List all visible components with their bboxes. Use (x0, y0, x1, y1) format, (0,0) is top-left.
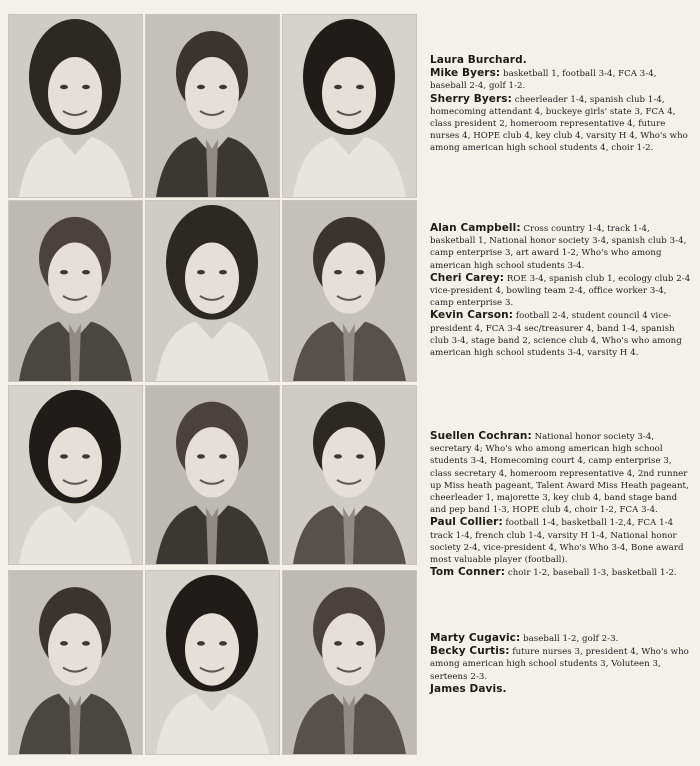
student-entry (430, 566, 692, 579)
student-entry (430, 516, 692, 566)
student-portrait (282, 14, 417, 198)
student-entry (430, 93, 692, 155)
student-entry (430, 67, 692, 92)
student-portrait (145, 200, 280, 382)
student-activities: choir 1-2, baseball 1-3, basketball 1-2. (507, 568, 677, 579)
student-name: Laura Burchard. (430, 54, 527, 66)
student-entry (430, 54, 692, 67)
student-activities: football 2-4, student council 4 vice-president 4, FCA 3-4 sec/treasurer 4, band 1-4, spanish club 3-4, stage band 2, science club 4, Who's who among american high school students 3-4, varsity H 4. (430, 311, 682, 359)
student-activities: cheerleader 1-4, spanish club 1-4, homecoming attendant 4, buckeye girls' state 3, FCA 4, class president 2, homeroom representative 4, future nurses 4, HOPE club 4, key club 4, varsity H 4, Who's who among american high school students 4, choir 1-2. (430, 94, 688, 154)
student-portrait (145, 570, 280, 755)
student-portrait (282, 570, 417, 755)
student-name: Sherry Byers: (430, 92, 512, 105)
student-entry (430, 430, 692, 516)
student-portrait (8, 14, 143, 198)
student-portrait (282, 385, 417, 565)
student-entry (430, 645, 692, 683)
student-activities: ROE 3-4, spanish club 1, ecology club 2-4 vice-president 4, bowling team 2-4, office worker 3-4, camp enterprise 3. (430, 273, 691, 309)
student-name: Tom Conner: (430, 566, 506, 579)
student-portrait (145, 385, 280, 565)
student-portrait (8, 385, 143, 565)
student-portrait (8, 570, 143, 755)
student-name: Kevin Carson: (430, 309, 514, 322)
student-name: Alan Campbell: (430, 222, 521, 234)
student-activities: basketball 1, football 3-4, FCA 3-4, baseball 2-4, golf 1-2. (430, 69, 657, 92)
student-entry (430, 632, 692, 645)
student-portrait (282, 200, 417, 382)
captions-block (430, 430, 692, 579)
student-activities: National honor society 3-4, secretary 4; Who's who among american high school students 3-4, Homecoming court 4, camp enterprise 3, class secretary 4, homeroom representative 4, 2nd runner up Miss heath pageant, Talent Award Miss Heath pageant, cheerleader 1, majorette 3, key club 4, band stage band and pep band 1-3, HOPE club 4, choir 1-2, FCA 3-4. (430, 432, 689, 516)
student-entry (430, 309, 692, 359)
student-name: Marty Cugavic: (430, 632, 521, 644)
student-name: Paul Collier: (430, 516, 503, 529)
student-activities: football 1-4, basketball 1-2,4, FCA 1-4 track 1-4, french club 1-4, varsity H 1-4, National honor society 2-4, vice-president 4, Who's Who 3-4, Bone award most valuable player (football). (430, 518, 684, 566)
student-name: Becky Curtis: (430, 645, 510, 658)
student-activities: future nurses 3, president 4, Who's who among american high school students 3, Voluteen 3, serteens 2-3. (430, 647, 689, 682)
student-portrait (145, 14, 280, 198)
student-name: Suellen Cochran: (430, 430, 532, 442)
student-entry (430, 272, 692, 310)
student-activities: Cross country 1-4, track 1-4, basketball 1, National honor society 3-4, spanish club 3-4, camp enterprise 3, art award 1-2, Who's who among american high school students 3-4. (430, 224, 687, 271)
captions-block (430, 632, 692, 696)
student-entry (430, 222, 692, 272)
student-activities: baseball 1-2, golf 2-3. (523, 634, 619, 644)
student-name: Cheri Carey: (430, 271, 505, 284)
student-name: James Davis. (430, 682, 507, 695)
student-name: Mike Byers: (430, 67, 501, 80)
student-entry (430, 683, 692, 696)
student-portrait (8, 200, 143, 382)
captions-block (430, 54, 692, 155)
captions-block (430, 222, 692, 359)
